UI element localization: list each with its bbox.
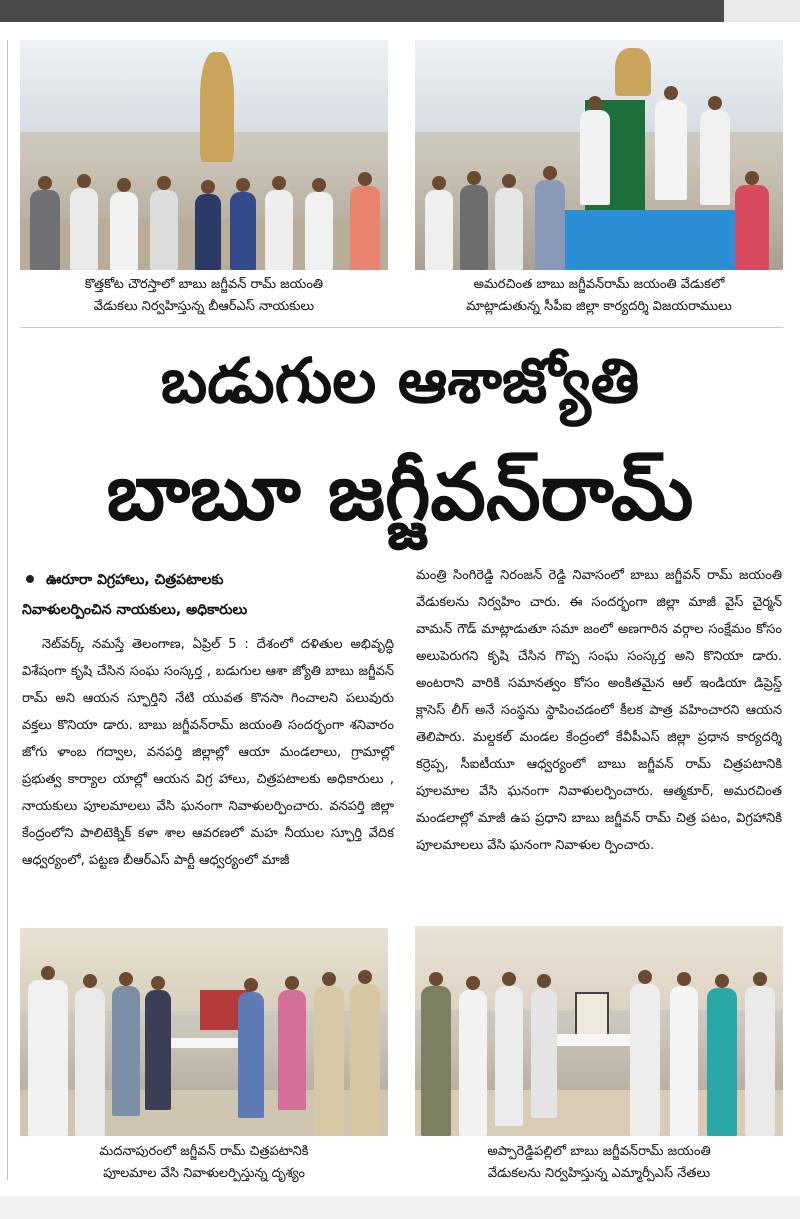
bottom-bar xyxy=(0,1196,800,1219)
subhead xyxy=(22,565,394,595)
photo-appareddipalli xyxy=(415,926,783,1136)
caption-line: కొత్తకోట చౌరస్తాలో బాబు జగ్జీవన్ రామ్ జయంతి xyxy=(84,277,324,292)
page-margin-line xyxy=(7,40,8,1180)
caption-line: అప్పారెడ్డిపల్లిలో బాబు జగ్జీవన్‌రామ్ జయంతి xyxy=(487,1144,711,1159)
photo-amarachintha xyxy=(415,40,783,270)
statue-icon xyxy=(200,52,234,162)
photo-kothakota xyxy=(20,40,388,270)
top-bar xyxy=(0,0,800,22)
article-body-left: నెట్‌వర్క్ నమస్తే తెలంగాణ, ఏప్రిల్ 5 : దేశంలో దళితుల అభివృద్ధి విశేషంగా కృషి చేసిన సంఘ సంస్కర్త , బడుగుల ఆశా జ్యోతి బాబు జగ్జీవన్ రామ్ అని ఆయన స్ఫూర్తిని నేటి యువత కొనసా గించాలని పలువురు వక్తలు కొనియా డారు. బాబు జగ్జీవన్‌రామ్ జయంతి సందర్భంగా శనివారం జోగు ళాంబ గద్వాల, వనపర్తి జిల్లాల్లో ఆయా మండలాలు, గ్రామాల్లో ప్రభుత్వ కార్యాల యాల్లో ఆయన విగ్ర హాలు, చిత్రపటాలకు అధికారులు , నాయకులు పూలమాలలు వేసి ఘనంగా నివాళులర్పించారు. వనపర్తి జిల్లా కేంద్రంలోని పాలిటెక్నిక్ కళా శాల ఆవరణలో మహ నీయుల స్ఫూర్తి వేదిక ఆధ్వర్యంలో, పట్టణ బీఆర్ఎస్ పార్టీ ఆధ్వర్యంలో మాజీ xyxy=(22,637,394,868)
caption-line: పూలమాల వేసి నివాళులర్పిస్తున్న దృశ్యం xyxy=(103,1166,305,1181)
caption-line: అమరచింత బాబు జగ్జీవన్‌రామ్ జయంతి వేడుకలో xyxy=(473,277,725,292)
subhead-line-1: ఊరూరా విగ్రహాలు, చిత్రపటాలకు xyxy=(46,572,224,588)
caption-line: వేడుకలు నిర్వహిస్తున్న బీఆర్ఎస్ నాయకులు xyxy=(93,299,315,314)
caption-line: మదనాపురంలో జగ్జీవన్ రామ్ చిత్రపటానికి xyxy=(99,1144,309,1159)
headline-line-1: బడుగుల ఆశాజ్యోతి xyxy=(160,344,640,417)
article-left-column xyxy=(22,565,394,874)
divider xyxy=(20,327,783,328)
photo-caption-2 xyxy=(415,274,783,318)
subhead-line-2: నివాళులర్పించిన నాయకులు, అధికారులు xyxy=(22,602,248,618)
article-body-right: మంత్రి సింగిరెడ్డి నిరంజన్ రెడ్డి నివాసంలో బాబు జగ్జీవన్ రామ్ జయంతి వేడుకలను నిర్వహిం చారు. ఈ సందర్భంగా జిల్లా మాజీ వైస్ చైర్మన్ వామన్ గౌడ్ మాట్లాడుతూ సమా జంలో అణగారిన వర్గాల సంక్షేమం కోసం అలుపెరుగని కృషి చేసిన గొప్ప సంఘ సంస్కర్త అని కొనియా డారు. అంటరాని వారికి సమానత్వం కోసం అంకితమైన ఆల్ ఇండియా డిప్రెస్డ్ క్లాసెస్ లీగ్ అనే సంస్థను స్థాపించడంలో కీలక పాత్ర వహించారని ఆయన తెలిపారు. మల్దకల్ మండల కేంద్రంలో కేవీపీఎస్ జిల్లా ప్రధాన కార్యదర్శి కర్రెప్ప, సీఐటీయూ ఆధ్వర్యంలో బాబు జగ్జీవన్ రామ్ చిత్రపటానికి పూలమాల వేసి ఘనంగా నివాళులర్పించారు. ఆత్మకూర్, అమరచింత మండలాల్లో మాజీ ఉప ప్రధాని బాబు జగ్జీవన్ రామ్ చిత్ర పటం, విగ్రహానికి పూలమాలలు వేసి ఘనంగా నివాళుల ర్పించారు. xyxy=(416,568,782,853)
article-right-column xyxy=(416,562,782,859)
headline-line-2: బాబూ జగ్జీవన్‌రామ్ xyxy=(106,448,694,538)
caption-line: మాట్లాడుతున్న సీపీఐ జిల్లా కార్యదర్శి విజయరాములు xyxy=(466,299,732,314)
photo-madanapuram xyxy=(20,928,388,1136)
statue-icon xyxy=(615,48,651,96)
photo-caption-4 xyxy=(415,1141,783,1185)
bullet-icon xyxy=(26,575,34,583)
photo-caption-1 xyxy=(20,274,388,318)
photo-caption-3 xyxy=(20,1141,388,1185)
caption-line: వేడుకలను నిర్వహిస్తున్న ఎమ్మార్పీఎస్ నేతలు xyxy=(487,1166,711,1181)
top-bar-notch xyxy=(724,0,800,22)
